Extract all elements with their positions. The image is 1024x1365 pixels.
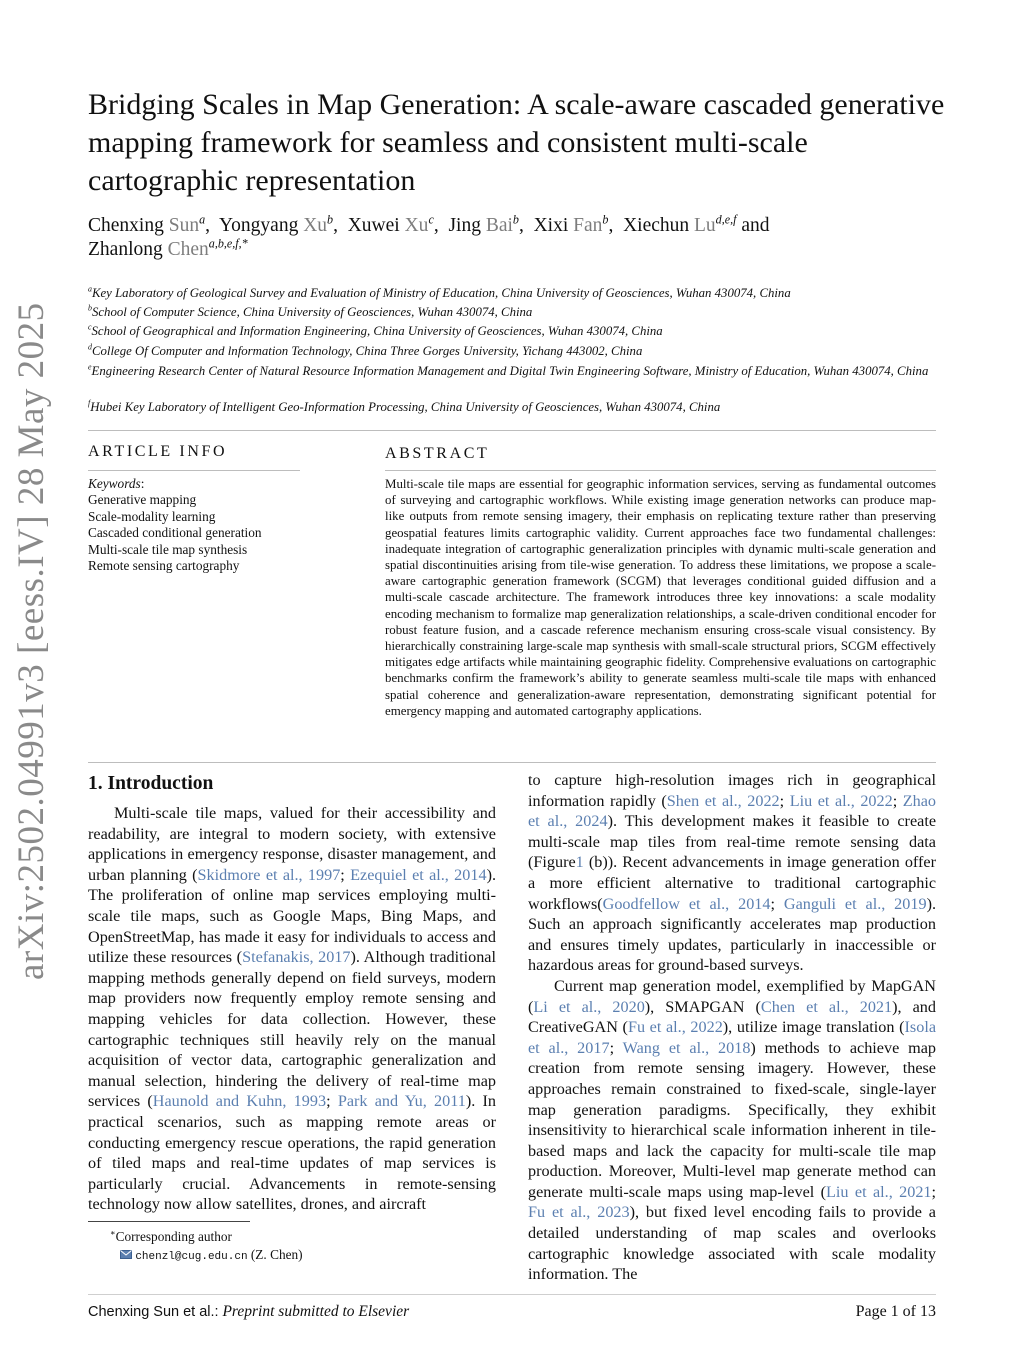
citation-link[interactable]: Haunold and Kuhn, 1993 xyxy=(152,1092,327,1111)
author: Chenxing Sun$^a$ xyxy=(88,212,206,236)
paragraph: Current map generation model, exemplified by MapGAN (Li et al., 2020), SMAPGAN (Chen et al., 2021), and CreativeGAN (Fu et al., 2022), utilize image translation (Isola et al., 2017; Wang et al., 2018) methods to achieve map creation from remote sensing imagery. However, these approaches remain constrained to fixed-scale, single-layer map generation paradigms. Specifically, they exhibit insensitivity to hierarchical scale information inherent in tile-based maps and lack the capacity for multi-scale tile map production. Moreover, Multi-level map generate method can generate multi-scale maps using map-level (Liu et al., 2021; Fu et al., 2023), but fixed level encoding fails to provide a detailed understanding of map scales and overlooks cartographic knowledge associated with scale modality information. The xyxy=(528,976,937,1284)
affiliation: $^d$College Of Computer and lnformation Technology, China Three Gorges University, Yichang 443002, China xyxy=(88,342,643,358)
citation-link[interactable]: Goodfellow et al., 2014 xyxy=(602,894,771,913)
abstract-heading: ABSTRACT xyxy=(385,445,490,462)
footer-rule xyxy=(88,1294,936,1295)
keyword: Remote sensing cartography xyxy=(88,558,240,574)
affiliation: $^b$School of Computer Science, China University of Geosciences, Wuhan 430074, China xyxy=(88,303,533,319)
right-column xyxy=(528,770,936,1285)
footnote: ∗Corresponding author chenzl@cug.edu.cn (Z. Chen) xyxy=(110,1228,303,1263)
affiliation: $^a$Key Laboratory of Geological Survey and Evaluation of Ministry of Education, China University of Geosciences, Wuhan 430074, China xyxy=(88,284,791,300)
citation-link[interactable]: Li et al., 2020 xyxy=(533,997,645,1016)
left-column xyxy=(88,803,496,1215)
affiliation: $^e$Engineering Research Center of Natural Resource Information Management and Digital Twin Engineering Software, Ministry of Education, Wuhan 430074, China xyxy=(88,362,929,378)
keyword: Multi-scale tile map synthesis xyxy=(88,541,248,557)
divider xyxy=(385,470,936,471)
author: Xixi Fan$^b$ xyxy=(533,212,609,236)
citation-link[interactable]: Wang et al., 2018 xyxy=(622,1038,751,1057)
divider xyxy=(88,762,936,763)
article-info-heading: ARTICLE INFO xyxy=(88,443,228,460)
section-heading: 1. Introduction xyxy=(88,773,214,794)
citation-link[interactable]: Skidmore et al., 1997 xyxy=(197,865,341,884)
keywords-list: Keywords: Generative mapping Scale-modality learning Cascaded conditional generation Multi-scale tile map synthesis Remote sensing cartography xyxy=(88,476,303,574)
author-list: Chenxing Sun$^a$, Yongyang Xu$^b$, Xuwei Xu$^c$, Jing Bai$^b$, Xixi Fan$^b$, Xiechun Lu$^{d,e,f}$ and Zhanlong Chen$^{a,b,e,f,*}$ xyxy=(88,212,770,260)
paragraph: to capture high-resolution images rich in geographical information rapidly (Shen et al., 2022; Liu et al., 2022; Zhao et al., 2024). This development makes it feasible to create multi-scale map tiles from real-time remote sensing data (Figure1 (b)). Recent advancements in image generation offer a more efficient alternative to traditional cartographic workflows(Goodfellow et al., 2014; Ganguli et al., 2019). Such an approach significantly accelerates map production and ensures timely updates, particularly in inaccessible or hazardous areas for ground-based surveys. xyxy=(528,771,937,975)
paper-title: Bridging Scales in Map Generation: A scale-aware cascaded generative mapping framework for seamless and consistent multi-scale cartographic representation xyxy=(88,88,945,197)
divider xyxy=(88,430,936,431)
email-icon xyxy=(120,1250,132,1259)
citation-link[interactable]: Liu et al., 2022 xyxy=(789,791,893,810)
figure-link[interactable]: 1 xyxy=(575,853,584,872)
citation-link[interactable]: Ganguli et al., 2019 xyxy=(783,894,927,913)
affiliation: $^f$Hubei Key Laboratory of Intelligent Geo-Information Processing, China University of Geosciences, Wuhan 430074, China xyxy=(88,398,721,414)
citation-link[interactable]: Zhao et al., 2024 xyxy=(528,791,937,831)
citation-link[interactable]: Ezequiel et al., 2014 xyxy=(350,865,487,884)
keywords-label: Keywords xyxy=(88,476,141,491)
divider xyxy=(88,470,300,471)
affiliation: $^c$School of Geographical and Information Engineering, China University of Geosciences, Wuhan 430074, China xyxy=(88,322,663,338)
citation-link[interactable]: Shen et al., 2022 xyxy=(666,791,780,810)
citation-link[interactable]: Chen et al., 2021 xyxy=(760,997,893,1016)
abstract-text: Multi-scale tile maps are essential for geographic information services, serving as fundamental outcomes of surveying and cartographic workflows. While existing image generation networks can produce map-like outputs from remote sensing imagery, their emphasis on replicating texture rather than preserving geospatial features limits cartographic validity. Current approaches face two fundamental challenges: inadequate integration of cartographic generalization principles with dynamic multi-scale generation and spatial discontinuities arising from tile-wise generation. To address these limitations, we propose a scale-aware cartographic generation framework (SCGM) that leverages conditional guided diffusion and a multi-scale cascade architecture. The framework introduces three key innovations: a scale modality encoding mechanism to formalize map generalization relationships, a scale-driven conditional encoder for robust feature fusion, and a cascade reference mechanism ensuring cross-scale visual consistency. By hierarchically constraining large-scale map synthesis with small-scale structural priors, SCGM effectively mitigates edge artifacts while maintaining geographic fidelity. Comprehensive evaluations on cartographic benchmarks confirm the framework’s ability to generate seamless multi-scale tile maps with enhanced spatial coherence and generalization-aware representation, demonstrating significant potential for emergency mapping and automated cartography applications. xyxy=(385,477,936,718)
citation-link[interactable]: Fu et al., 2022 xyxy=(627,1018,723,1037)
citation-link[interactable]: Fu et al., 2023 xyxy=(528,1203,630,1222)
author: Zhanlong Chen$^{a,b,e,f,*}$ xyxy=(88,236,248,260)
footnote-rule xyxy=(88,1221,250,1222)
keyword: Cascaded conditional generation xyxy=(88,525,262,541)
author: Xuwei Xu$^c$ xyxy=(347,212,434,236)
author: Yongyang Xu$^b$ xyxy=(219,212,334,236)
keyword: Scale-modality learning xyxy=(88,508,216,524)
author: Jing Bai$^b$ xyxy=(448,212,519,236)
citation-link[interactable]: Liu et al., 2021 xyxy=(826,1182,932,1201)
arxiv-side-stamp: arXiv:2502.04991v3 [eess.IV] 28 May 2025 xyxy=(11,302,52,980)
author: Xiechun Lu$^{d,e,f}$ xyxy=(623,212,737,236)
keyword: Generative mapping xyxy=(88,492,197,508)
citation-link[interactable]: Isola et al., 2017 xyxy=(528,1018,936,1057)
page-number: Page 1 of 13 xyxy=(855,1303,936,1320)
citation-link[interactable]: Park and Yu, 2011 xyxy=(337,1092,466,1111)
email-link[interactable]: chenzl@cug.edu.cn xyxy=(135,1251,248,1263)
paragraph: Multi-scale tile maps, valued for their accessibility and readability, are integral to modern society, with extensive applications in emergency response, disaster management, and urban planning (Skidmore et al., 1997; Ezequiel et al., 2014). The proliferation of online map services employing multi-scale tile maps, such as Google Maps, Bing Maps, and OpenStreetMap, has made it easy for individuals to access and utilize these resources (Stefanakis, 2017). Although traditional mapping methods generally depend on field surveys, modern map providers now frequently employ remote sensing and mapping vehicles for data collection. However, these cartographic techniques still heavily rely on the manual acquisition of vector data, cartographic generalization and manual selection, hindering the delivery of real-time map services (Haunold and Kuhn, 1993; Park and Yu, 2011). In practical scenarios, such as mapping remote areas or conducting emergency rescue operations, the rapid generation of tiled maps and real-time updates of map services is particularly crucial. Advancements in remote-sensing technology now allow satellites, drones, and aircraft xyxy=(88,804,497,1214)
citation-link[interactable]: Stefanakis, 2017 xyxy=(242,948,351,967)
footer-left: Chenxing Sun et al.: Preprint submitted to Elsevier xyxy=(88,1303,410,1320)
